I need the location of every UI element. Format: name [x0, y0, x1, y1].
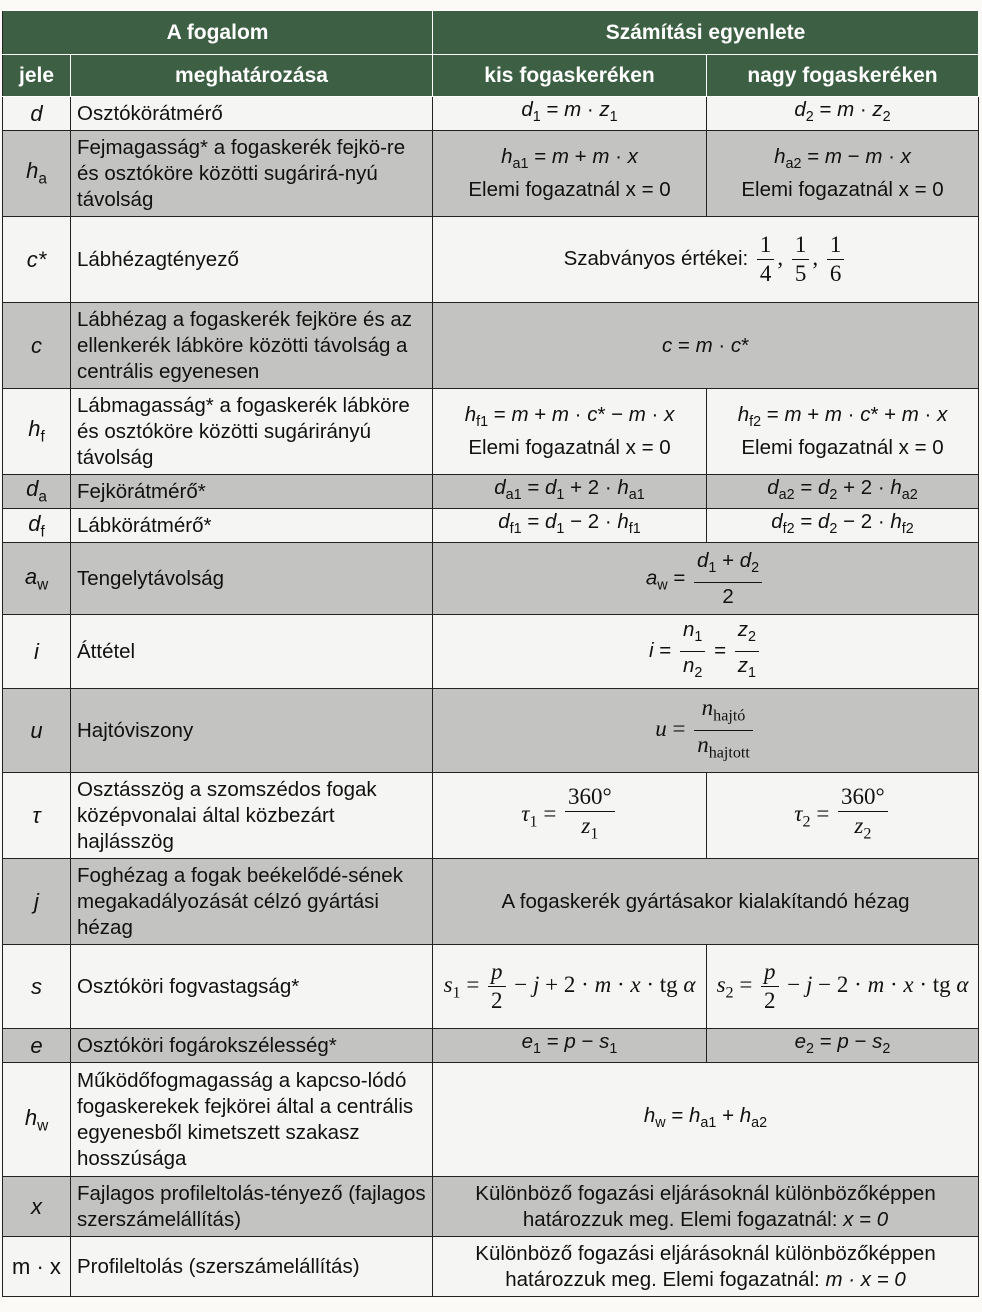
large-gear-formula: $d_2 = m \cdot z_2$ [707, 97, 979, 131]
definition-cell: Működőfogmagasság a kapcso-lódó fogaskerekek fejkörei által a centrális egyenesből kimetszett szakasz hosszúsága [71, 1063, 433, 1177]
symbol-cell: $h_f$ [3, 389, 71, 475]
symbol-cell: c [3, 303, 71, 389]
symbol-cell: s [3, 945, 71, 1029]
table-row [3, 1029, 979, 1063]
definition-header: meghatározása [71, 55, 433, 97]
formula-line: határozzuk meg. Elemi fogazatnál: [522, 1207, 838, 1231]
symbol-cell: τ [3, 773, 71, 859]
symbol-header: jele [3, 55, 71, 97]
small-gear-formula: $d_{a1} = d_1 + 2 \cdot h_{a1}$ [433, 475, 707, 509]
small-gear-formula: $d_{f1} = d_1 - 2 \cdot h_{f1}$ [433, 509, 707, 543]
definition-cell: Osztókörátmérő [71, 97, 433, 131]
large-gear-formula: $s_2$ = $\frac{p}{2}$ − j − 2 · m · x · tg α [707, 945, 979, 1029]
standard-values-label: Szabványos értékei: [563, 246, 749, 270]
definition-cell: Lábkörátmérő* [71, 509, 433, 543]
formula-line: határozzuk meg. Elemi fogazatnál: [505, 1267, 820, 1291]
symbol-cell: d [3, 97, 71, 131]
table-row [3, 615, 979, 689]
definition-cell: Osztóköri fogárokszélesség* [71, 1029, 433, 1063]
table-row [3, 1177, 979, 1237]
small-gear-header: kis fogaskeréken [433, 55, 707, 97]
shared-formula: A fogaskerék gyártásakor kialakítandó hézag [433, 859, 979, 945]
small-gear-formula: $h_{a1} = m + m \cdot x$ Elemi fogazatnál x = 0 [433, 131, 707, 217]
definition-cell: Áttétel [71, 615, 433, 689]
definition-cell: Fejkörátmérő* [71, 475, 433, 509]
shared-formula: $h_w = h_{a1} + h_{a2}$ [433, 1063, 979, 1177]
table-row [3, 509, 979, 543]
table-row [3, 689, 979, 773]
definition-cell: Lábhézagtényező [71, 217, 433, 303]
small-gear-formula: $\tau_1$ = $\frac{360^\circ}{z_1}$ [433, 773, 707, 859]
symbol-cell: $a_w$ [3, 543, 71, 615]
shared-formula [433, 1237, 979, 1297]
table-row [3, 217, 979, 303]
table-row [3, 1237, 979, 1297]
large-gear-formula: $d_{f2} = d_2 - 2 \cdot h_{f2}$ [707, 509, 979, 543]
gear-formula-table-sheet [2, 10, 978, 1297]
small-gear-formula: $s_1$ = $\frac{p}{2}$ − j + 2 · m · x · tg α [433, 945, 707, 1029]
large-gear-formula: $h_{a2} = m - m \cdot x$ Elemi fogazatnál x = 0 [707, 131, 979, 217]
symbol-cell: $h_w$ [3, 1063, 71, 1177]
symbol-cell: $d_a$ [3, 475, 71, 509]
note-text: Elemi fogazatnál x = 0 [468, 436, 671, 460]
header-row-top [3, 11, 979, 55]
symbol-cell: m · x [3, 1237, 71, 1297]
symbol-cell: u [3, 689, 71, 773]
large-gear-formula: $d_{a2} = d_2 + 2 \cdot h_{a2}$ [707, 475, 979, 509]
small-gear-formula: $h_{f1} = m + m \cdot c* - m \cdot x$ Elemi fogazatnál x = 0 [433, 389, 707, 475]
formula-end: x = 0 [843, 1207, 889, 1231]
note-text: Elemi fogazatnál x = 0 [468, 178, 671, 202]
symbol-cell: j [3, 859, 71, 945]
note-text: Elemi fogazatnál x = 0 [741, 178, 944, 202]
definition-cell: Osztásszög a szomszédos fogak középvonalai által közbezárt hajlásszög [71, 773, 433, 859]
definition-cell: Osztóköri fogvastagság* [71, 945, 433, 1029]
definition-cell: Lábmagasság* a fogaskerék lábköre és osztóköre közötti sugárirányú távolság [71, 389, 433, 475]
large-gear-formula: $h_{f2} = m + m \cdot c* + m \cdot x$ Elemi fogazatnál x = 0 [707, 389, 979, 475]
definition-cell: Fajlagos profileltolás-tényező (fajlagos szerszámelállítás) [71, 1177, 433, 1237]
definition-cell: Fejmagasság* a fogaskerék fejkö-re és osztóköre közötti sugárirá-nyú távolság [71, 131, 433, 217]
table-row [3, 859, 979, 945]
definition-cell: Hajtóviszony [71, 689, 433, 773]
definition-cell: Foghézag a fogak beékelődé-sének megakadályozását célzó gyártási hézag [71, 859, 433, 945]
symbol-cell: x [3, 1177, 71, 1237]
shared-formula [433, 1177, 979, 1237]
table-row [3, 475, 979, 509]
definition-cell: Profileltolás (szerszámelállítás) [71, 1237, 433, 1297]
symbol-cell: i [3, 615, 71, 689]
table-row [3, 543, 979, 615]
shared-formula: $a_w$ = $\frac{d_1 + d_2}{2}$ [433, 543, 979, 615]
shared-formula: c = m · c* [433, 303, 979, 389]
table-row [3, 1063, 979, 1177]
shared-formula: u = $\frac{n_{hajtó}}{n_{hajtott}}$ [433, 689, 979, 773]
large-gear-formula: $\tau_2$ = $\frac{360^\circ}{z_2}$ [707, 773, 979, 859]
table-row [3, 389, 979, 475]
formula-line: Különböző fogazási eljárásoknál különbözőképpen [475, 1181, 936, 1205]
large-gear-formula: $e_2 = p - s_2$ [707, 1029, 979, 1063]
shared-formula: i = $\frac{n_1}{n_2}$ = $\frac{z_2}{z_1}$ [433, 615, 979, 689]
equation-header: Számítási egyenlete [433, 11, 979, 55]
large-gear-header: nagy fogaskeréken [707, 55, 979, 97]
symbol-cell: e [3, 1029, 71, 1063]
table-row [3, 131, 979, 217]
note-text: Elemi fogazatnál x = 0 [741, 436, 944, 460]
shared-formula: Szabványos értékei: $\frac{1}{4}$ , $\frac{1}{5}$ , $\frac{1}{6}$ [433, 217, 979, 303]
symbol-cell: $d_f$ [3, 509, 71, 543]
definition-cell: Tengelytávolság [71, 543, 433, 615]
small-gear-formula: $e_1 = p - s_1$ [433, 1029, 707, 1063]
table-row [3, 303, 979, 389]
symbol-cell: c* [3, 217, 71, 303]
formula-end: m · x = 0 [825, 1267, 906, 1291]
table-row [3, 97, 979, 131]
small-gear-formula: $d_1 = m \cdot z_1$ [433, 97, 707, 131]
symbol-cell: $h_a$ [3, 131, 71, 217]
header-row-bottom [3, 55, 979, 97]
concept-header: A fogalom [3, 11, 433, 55]
table-row [3, 773, 979, 859]
gear-formula-table [2, 10, 979, 1297]
table-row [3, 945, 979, 1029]
definition-cell: Lábhézag a fogaskerék fejköre és az ellenkerék lábköre közötti távolság a centrális egyenesen [71, 303, 433, 389]
formula-line: Különböző fogazási eljárásoknál különbözőképpen [475, 1241, 936, 1265]
